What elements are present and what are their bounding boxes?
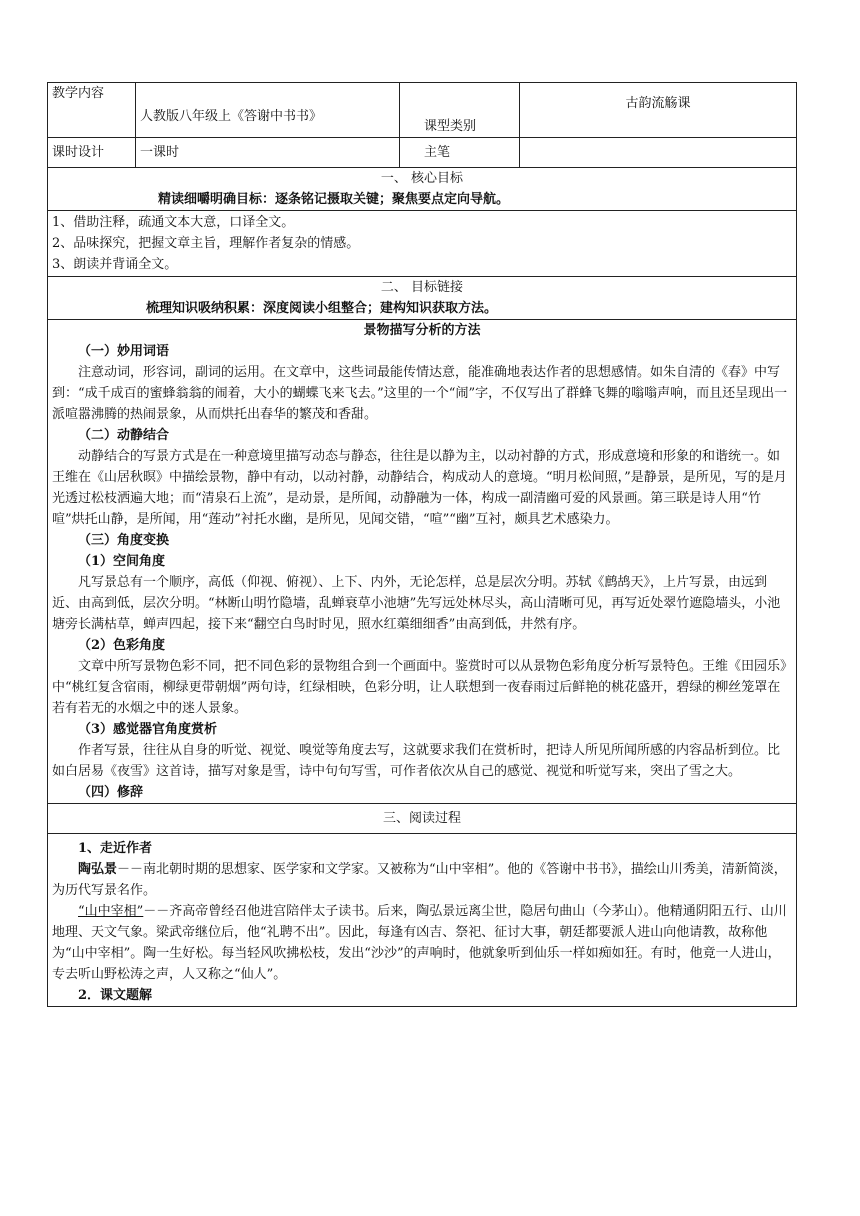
method-3b-text: 文章中所写景物色彩不同，把不同色彩的景物组合到一个画面中。鉴赏时可以从景物色彩角度分析写景特色。王维《田园乐》中“桃红复含宿雨，柳绿更带朝烟”两句诗，红绿相映，色彩分明，让人联想到一夜春雨过后鲜艳的桃花盛开，碧绿的柳丝笼罩在若有若无的水烟之中的迷人景象。 <box>52 659 787 716</box>
nickname-description: －－齐高帝曾经召他进宫陪伴太子读书。后来，陶弘景远离尘世，隐居句曲山（今茅山）。他精通阴阳五行、山川地理、天文气象。梁武帝继位后，他“礼聘不出”。因此，每逢有凶吉、祭祀、征讨大事，朝廷都要派人进山向他请教，故称他为“山中宰相”。陶一生好松。每当轻风吹拂松枝，发出“沙沙”的声响时，他就象听到仙乐一样如痴如狂。有时，他竟一人进山，专去听山野松涛之声，人又称之“仙人”。 <box>52 904 787 982</box>
section-1-subtitle: 精读细嚼明确目标：逐条铭记摄取关键；聚焦要点定向导航。 <box>158 192 510 207</box>
lesson-period-label: 课时设计 <box>48 138 136 168</box>
method-2-text: 动静结合的写景方式是在一种意境里描写动态与静态，往往是以静为主，以动衬静的方式，形成意境和形象的和谐统一。如王维在《山居秋暝》中描绘景物，静中有动，以动衬静，动静结合，构成动人的意境。“明月松间照，”是静景，是所见，写的是月光透过松枝洒遍大地；而“清泉石上流”，是动景，是所闻，动静融为一体，构成一副清幽可爱的风景画。第三联是诗人用“竹喧”烘托山静，是所闻，用“莲动”衬托水幽，是所见，见闻交错，“喧”“幽”互衬，颇具艺术感染力。 <box>52 449 787 527</box>
section-3-header <box>48 804 797 834</box>
section-2-subtitle: 梳理知识吸纳积累：深度阅读小组整合；建构知识获取方法。 <box>146 301 498 316</box>
goal-item-2: 2、品味探究，把握文章主旨，理解作者复杂的情感。 <box>52 236 360 251</box>
method-1-heading: （一）妙用词语 <box>78 344 170 359</box>
section-1-title: 一、 核心目标 <box>380 171 464 186</box>
section-2-body <box>48 320 797 804</box>
method-3a-heading: （1）空间角度 <box>78 554 166 569</box>
goal-item-1: 1、借助注释，疏通文本大意，口译全文。 <box>52 215 295 230</box>
author-value <box>520 138 797 168</box>
header-row-2 <box>48 138 797 168</box>
author-description: －－南北朝时期的思想家、医学家和文学家。又被称为“山中宰相”。他的《答谢中书书》，描绘山川秀美，清新简淡，为历代写景名作。 <box>52 862 787 898</box>
section-1-header <box>48 168 797 211</box>
section-3-body <box>48 834 797 1007</box>
lesson-plan-page <box>47 82 797 1007</box>
title-explanation-heading: 2．课文题解 <box>78 988 153 1003</box>
teaching-content-label: 教学内容 <box>48 83 136 138</box>
section-1-body <box>48 211 797 277</box>
lesson-plan-table <box>47 82 797 1007</box>
section-3-title: 三、阅读过程 <box>48 804 797 834</box>
section-2-header <box>48 277 797 320</box>
method-3-heading: （三）角度变换 <box>78 533 170 548</box>
method-3a-text: 凡写景总有一个顺序，高低（仰视、俯视）、上下、内外，无论怎样，总是层次分明。苏轼《鹧鸪天》，上片写景，由远到近、由高到低，层次分明。“林断山明竹隐墙，乱蝉衰草小池塘”先写远处林尽头，高山清晰可见，再写近处翠竹遮隐墙头，小池塘旁长满枯草，蝉声四起，接下来“翻空白鸟时时见，照水红蕖细细香”由高到低，井然有序。 <box>52 575 781 632</box>
method-title: 景物描写分析的方法 <box>363 323 481 338</box>
lesson-type-value: 古韵流觞课 <box>520 83 797 138</box>
header-row-1 <box>48 83 797 138</box>
nickname-text <box>52 901 792 985</box>
teaching-content-value: 人教版八年级上《答谢中书书》 <box>136 83 400 138</box>
author-intro-text <box>52 859 792 901</box>
author-name: 陶弘景 <box>78 862 118 877</box>
method-3c-text: 作者写景，往往从自身的听觉、视觉、嗅觉等角度去写，这就要求我们在赏析时，把诗人所见所闻所感的内容品析到位。比如白居易《夜雪》这首诗，描写对象是雪，诗中句句写雪，可作者依次从自己的感觉、视觉和听觉写来，突出了雪之大。 <box>52 743 781 779</box>
author-intro-heading: 1、走近作者 <box>78 841 153 856</box>
method-4-heading: （四）修辞 <box>78 785 144 800</box>
lesson-period-value: 一课时 <box>136 138 400 168</box>
method-3b-heading: （2）色彩角度 <box>78 638 166 653</box>
lesson-type-label: 课型类别 <box>400 83 520 138</box>
method-3c-heading: （3）感觉器官角度赏析 <box>78 722 218 737</box>
nickname-term: “山中宰相” <box>78 904 144 919</box>
section-2-title: 二、 目标链接 <box>380 280 464 295</box>
author-label: 主笔 <box>400 138 520 168</box>
method-2-heading: （二）动静结合 <box>78 428 170 443</box>
goal-item-3: 3、朗读并背诵全文。 <box>52 257 178 272</box>
method-1-text: 注意动词，形容词，副词的运用。在文章中，这些词最能传情达意，能准确地表达作者的思想感情。如朱自清的《春》中写到：“成千成百的蜜蜂翁翁的闹着，大小的蝴蝶飞来飞去。”这里的一个“闹”字，不仅写出了群蜂飞舞的嗡嗡声响，而且还呈现出一派喧嚣沸腾的热闹景象，从而烘托出春华的繁茂和香甜。 <box>52 365 788 422</box>
